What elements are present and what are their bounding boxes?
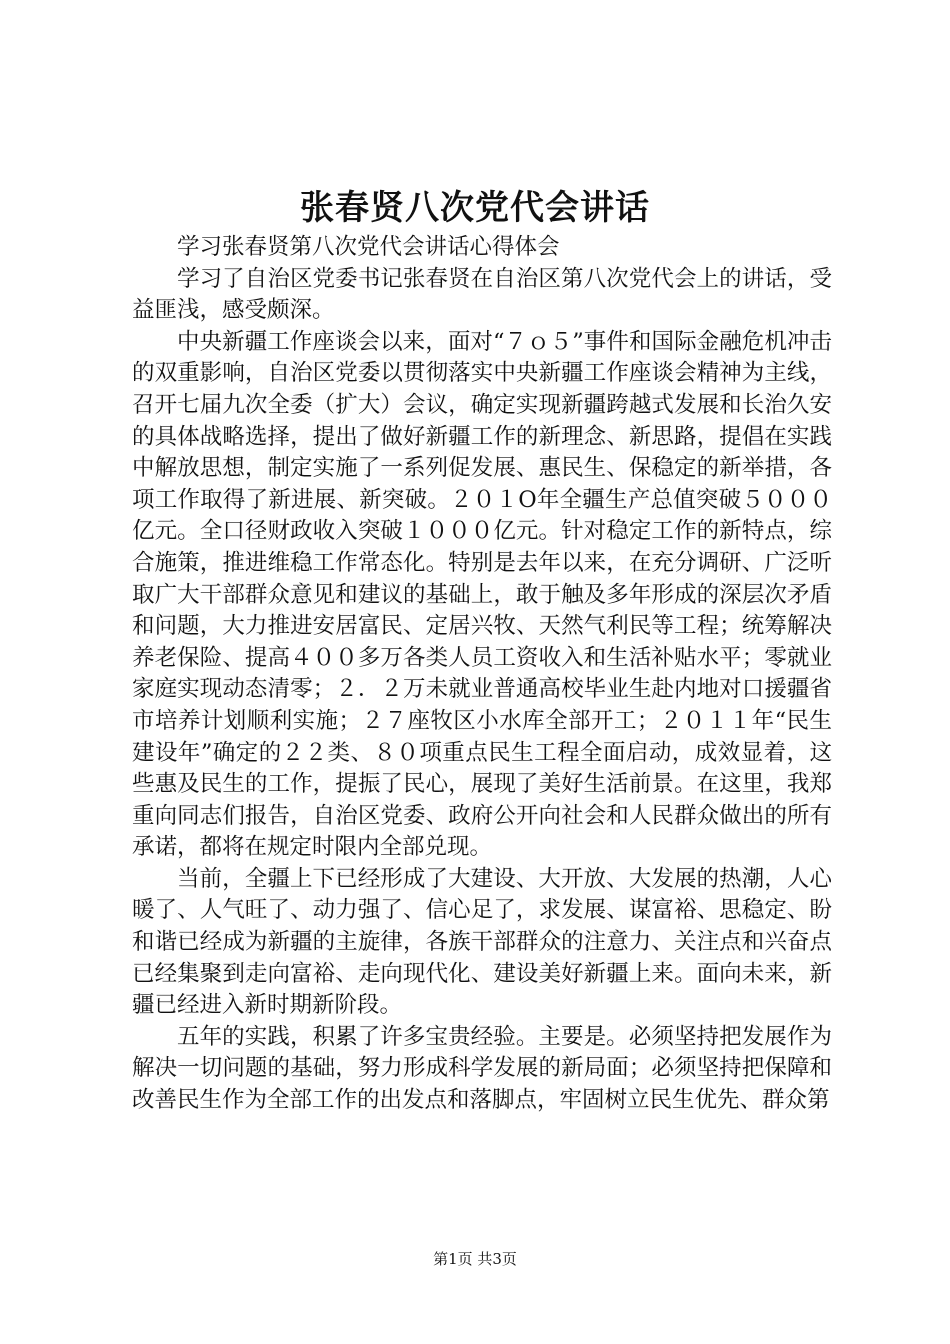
- page-title: 张春贤八次党代会讲话: [300, 188, 650, 228]
- paragraph-experience: 五年的实践，积累了许多宝贵经验。主要是。必须坚持把发展作为解决一切问题的基础，努力形成科学发展的新局面；必须坚持把保障和改善民生作为全部工作的出发点和落脚点，牢固树立民生优先、群众第: [132, 1023, 832, 1114]
- page-footer: 第1页 共3页: [433, 1250, 517, 1268]
- paragraph-intro: 学习了自治区党委书记张春贤在自治区第八次党代会上的讲话，受益匪浅，感受颇深。: [132, 265, 832, 324]
- document-body: [132, 232, 832, 1117]
- paragraph-current-situation: 当前，全疆上下已经形成了大建设、大开放、大发展的热潮，人心暖了、人气旺了、动力强了、信心足了，求发展、谋富裕、思稳定、盼和谐已经成为新疆的主旋律，各族干部群众的注意力、关注点和兴奋点已经集聚到走向富裕、走向现代化、建设美好新疆上来。面向未来，新疆已经进入新时期新阶段。: [132, 865, 832, 1019]
- paragraph-achievements: 中央新疆工作座谈会以来，面对“７ｏ５”事件和国际金融危机冲击的双重影响，自治区党委以贯彻落实中央新疆工作座谈会精神为主线，召开七届九次全委（扩大）会议，确定实现新疆跨越式发展和长治久安的具体战略选择，提出了做好新疆工作的新理念、新思路，提倡在实践中解放思想，制定实施了一系列促发展、惠民生、保稳定的新举措，各项工作取得了新进展、新突破。２０１O年全疆生产总值突破５０００亿元。全口径财政收入突破１０００亿元。针对稳定工作的新特点，综合施策，推进维稳工作常态化。特别是去年以来，在充分调研、广泛听取广大干部群众意见和建议的基础上，敢于触及多年形成的深层次矛盾和问题，大力推进安居富民、定居兴牧、天然气利民等工程；统筹解决养老保险、提高４００多万各类人员工资收入和生活补贴水平；零就业家庭实现动态清零；２．２万未就业普通高校毕业生赴内地对口援疆省市培养计划顺利实施；２７座牧区小水库全部开工；２０１１年“民生建设年”确定的２２类、８０项重点民生工程全面启动，成效显着，这些惠及民生的工作，提振了民心，展现了美好生活前景。在这里，我郑重向同志们报告，自治区党委、政府公开向社会和人民群众做出的所有承诺，都将在规定时限内全部兑现。: [132, 328, 832, 861]
- paragraph-subtitle: 学习张春贤第八次党代会讲话心得体会: [177, 234, 560, 260]
